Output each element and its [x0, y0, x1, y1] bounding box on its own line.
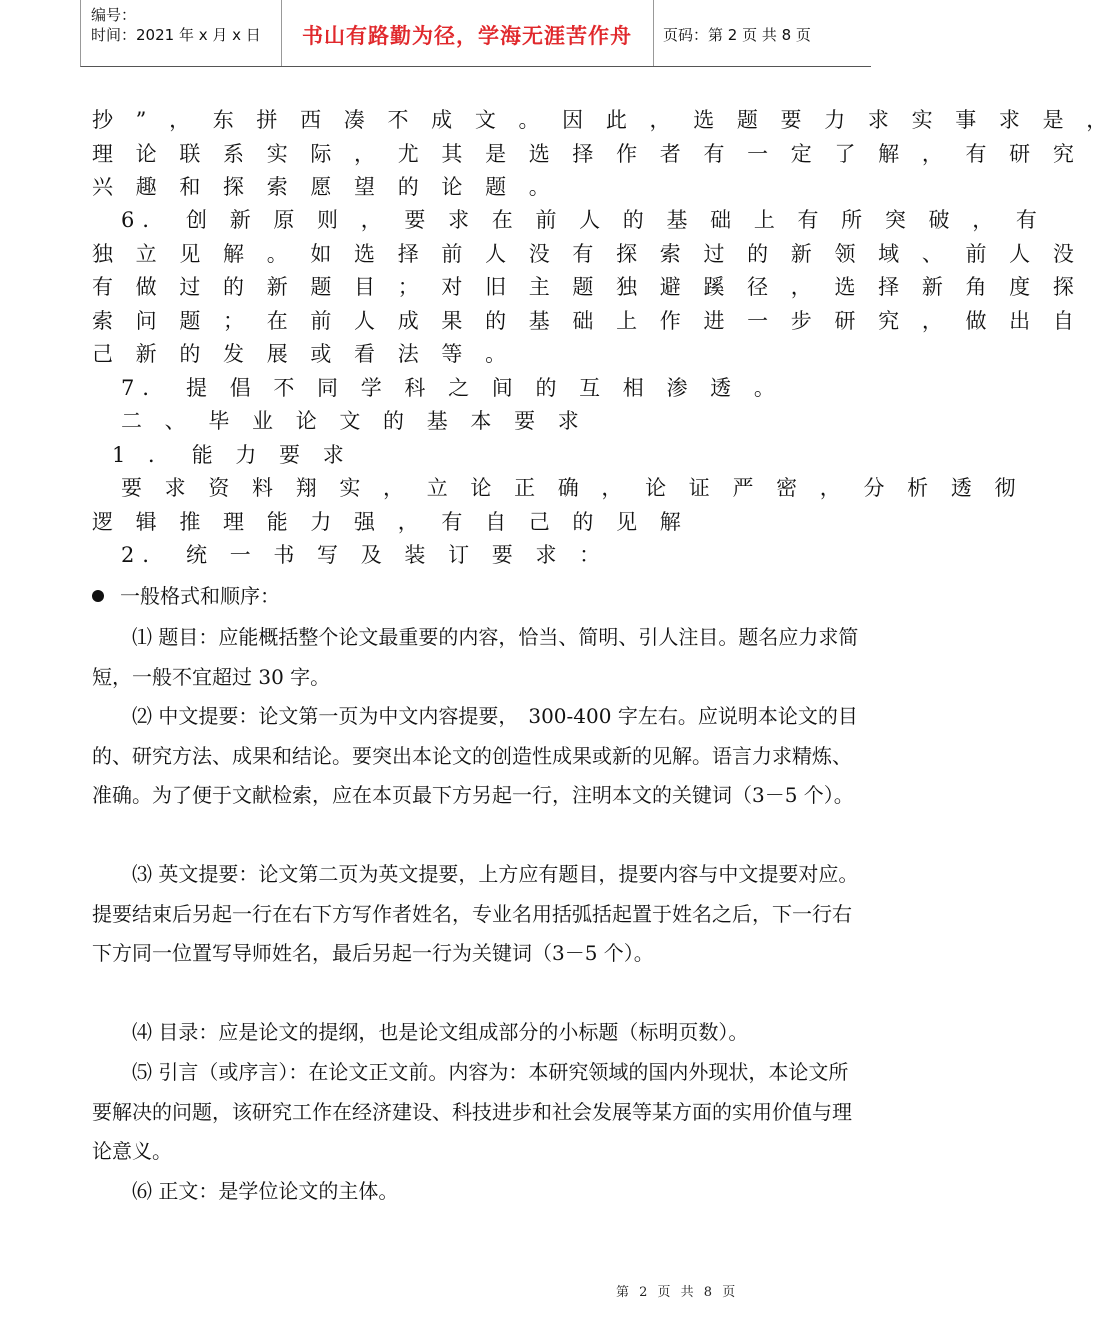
text-line: 索 问 题 ； 在 前 人 成 果 的 基 础 上 作 进 一 步 研 究 ， 做 出 自 [92, 309, 1082, 333]
header-page-cell [653, 0, 871, 66]
text-line: 己 新 的 发 展 或 看 法 等 。 [92, 342, 515, 366]
text-line: 有 做 过 的 新 题 目 ； 对 旧 主 题 独 避 蹊 径 ， 选 择 新 角 度 探 [92, 275, 1082, 299]
header-motto: 书山有路勤为径，学海无涯苦作舟 [302, 24, 632, 48]
document-number-label: 编号： [91, 6, 137, 24]
page-header [80, 0, 871, 67]
paragraph-contents: ⑷ 目录：应是论文的提纲，也是论文组成部分的小标题（标明页数）。 [132, 1020, 749, 1044]
text-line: 逻 辑 推 理 能 力 强 ， 有 自 己 的 见 解 [92, 510, 689, 534]
text-line: 独 立 见 解 。 如 选 择 前 人 没 有 探 索 过 的 新 领 域 、 前 人 没 [92, 242, 1082, 266]
section-heading: 二 、 毕 业 论 文 的 基 本 要 求 [92, 409, 587, 433]
text-line: 6． 创 新 原 则 ， 要 求 在 前 人 的 基 础 上 有 所 突 破 ， 有 [92, 208, 1045, 232]
document-date-label: 时间：2021 年 x 月 x 日 [91, 26, 261, 44]
bullet-item [92, 582, 280, 610]
text-line: 兴 趣 和 探 索 愿 望 的 论 题 。 [92, 175, 558, 199]
bullet-icon [92, 590, 104, 602]
page-footer: 第 2 页 共 8 页 [616, 1285, 739, 1300]
header-motto-cell [281, 0, 654, 66]
subsection-heading: 2． 统 一 书 写 及 装 订 要 求 ： [92, 543, 609, 567]
paragraph-title: ⑴ 题目：应能概括整个论文最重要的内容，恰当、简明、引人注目。题名应力求简短，一般不宜超过 30 字。 [92, 625, 859, 689]
text-line: 要 求 资 料 翔 实 ， 立 论 正 确 ， 论 证 严 密 ， 分 析 透 彻 [92, 476, 1024, 500]
paragraph-chinese-abstract: ⑵ 中文提要：论文第一页为中文内容提要， 300-400 字左右。应说明本论文的目的、研究方法、成果和结论。要突出本论文的创造性成果或新的见解。语言力求精炼、准确。为了便于文献检索，应在本页最下方另起一行，注明本文的关键词（3－5 个）。 [92, 704, 858, 807]
text-line: 理 论 联 系 实 际 ， 尤 其 是 选 择 作 者 有 一 定 了 解 ， 有 研 究 [92, 142, 1082, 166]
subsection-heading: 1 ． 能 力 要 求 [112, 443, 352, 467]
text-line: 抄 ” ， 东 拼 西 凑 不 成 文 。 因 此 ， 选 题 要 力 求 实 事 求 是 ， [92, 108, 1115, 132]
text-line: 7． 提 倡 不 同 学 科 之 间 的 互 相 渗 透 。 [92, 376, 783, 400]
paragraph-introduction: ⑸ 引言（或序言）：在论文正文前。内容为：本研究领域的国内外现状，本论文所要解决的问题，该研究工作在经济建设、科技进步和社会发展等某方面的实用价值与理论意义。 [92, 1060, 852, 1163]
bullet-text: 一般格式和顺序： [120, 584, 280, 608]
paragraph-english-abstract: ⑶ 英文提要：论文第二页为英文提要，上方应有题目，提要内容与中文提要对应。提要结束后另起一行在右下方写作者姓名，专业名用括弧括起置于姓名之后，下一行右下方同一位置写导师姓名，最后另起一行为关键词（3－5 个）。 [92, 862, 859, 965]
paragraph-main-text: ⑹ 正文：是学位论文的主体。 [132, 1179, 399, 1203]
header-page-info: 页码：第 2 页 共 8 页 [663, 26, 811, 44]
header-meta-cell [81, 0, 282, 66]
